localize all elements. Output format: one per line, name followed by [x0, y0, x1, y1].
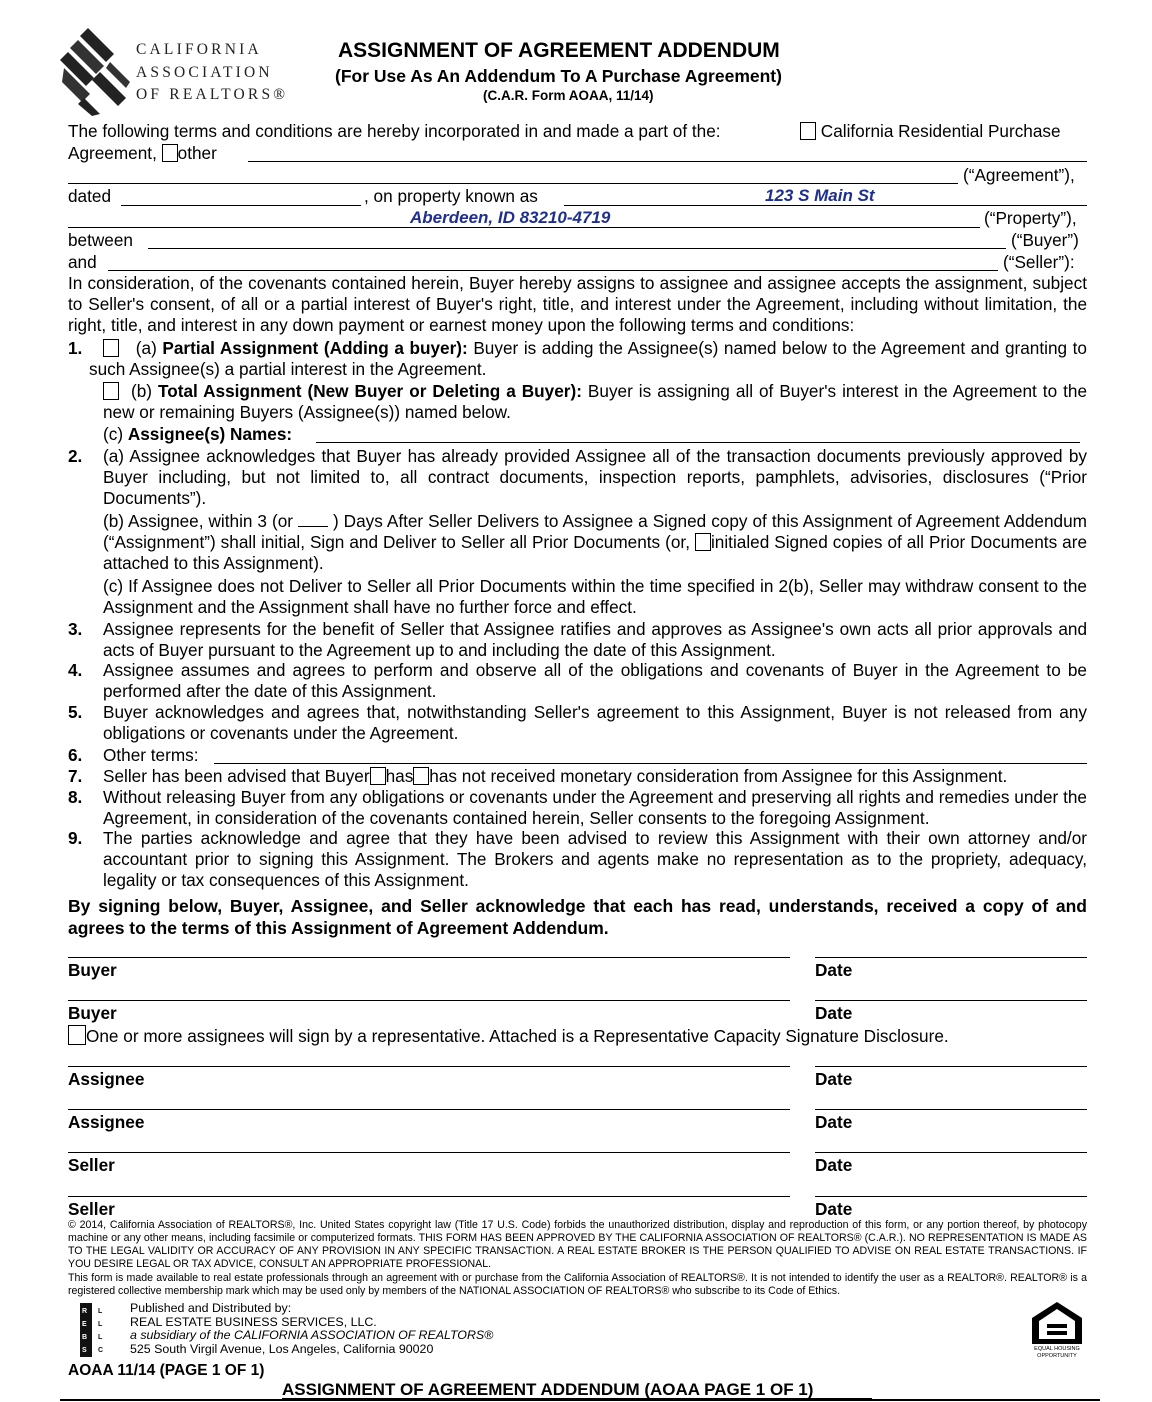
property-street-value: 123 S Main St [765, 186, 875, 205]
representative-row: One or more assignees will sign by a representative. Attached is a Representative Capacity Signature Disclosure. [68, 1025, 949, 1047]
days-field[interactable] [298, 512, 328, 527]
assignee-1-date-label: Date [815, 1069, 853, 1089]
assignee-1-label: Assignee [68, 1069, 145, 1089]
item-7: Seller has been advised that Buyer has has not received monetary consideration from Assignee for this Assignment. [103, 766, 1008, 786]
item-number-1: 1. [68, 338, 83, 358]
buyer-tag: (“Buyer”) [1011, 230, 1079, 250]
item-number-8: 8. [68, 787, 83, 807]
item-1a: (a) Partial Assignment (Adding a buyer): Buyer is adding the Assignee(s) named below to the Agreement and granting to such Assignee(s) a partial interest in the Agreement. [89, 338, 1087, 379]
representative-checkbox[interactable] [68, 1025, 86, 1045]
buyer-has-checkbox[interactable] [370, 767, 386, 785]
assignee-names-field[interactable] [316, 442, 1080, 443]
other-field[interactable] [248, 161, 1087, 162]
buyer-1-date-label: Date [815, 960, 853, 980]
seller-2-signature-line[interactable] [68, 1196, 790, 1197]
car-logo [60, 26, 132, 116]
rebs-logo [80, 1303, 118, 1357]
item-2b: (b) Assignee, within 3 (or ) Days After Seller Delivers to Assignee a Signed copy of this Assignment of Agreement Addendum (“Assignment”) shall initial, Sign and Deliver to Seller all Prior Documents (or, initialed Signed copies of all Prior Documents are attached to this Assignment). [103, 511, 1088, 573]
item-4: Assignee assumes and agrees to perform and observe all of the obligations and covenants of Buyer in the Agreement to be performed after the date of this Assignment. [103, 660, 1087, 701]
logo-line-3: OF REALTORS® [136, 86, 289, 103]
buyer-2-date-label: Date [815, 1003, 853, 1023]
seller-tag: (“Seller”): [1003, 252, 1075, 272]
initialed-copies-checkbox[interactable] [695, 533, 711, 551]
item-9: The parties acknowledge and agree that they have been advised to review this Assignment with their own attorney and/or accountant prior to signing this Assignment. The Brokers and agents make no representation as to the propriety, adequacy, legality or tax consequences of this Assignment. [103, 828, 1087, 890]
agreement-tag: (“Agreement”), [963, 165, 1075, 185]
publisher-company: REAL ESTATE BUSINESS SERVICES, LLC. [130, 1314, 377, 1329]
seller-name-field[interactable] [108, 270, 998, 271]
seller-1-date-label: Date [815, 1155, 853, 1175]
assignee-2-label: Assignee [68, 1112, 145, 1132]
assignee-2-signature-line[interactable] [68, 1109, 790, 1110]
seller-2-date-label: Date [815, 1199, 853, 1219]
item-number-2: 2. [68, 446, 83, 466]
property-label: , on property known as [364, 186, 538, 206]
dated-field[interactable] [121, 205, 361, 206]
availability-text: This form is made available to real estate professionals through an agreement with or purchase from the California Association of REALTORS®. It is not intended to identify the user as a REALTOR®. REALTOR® is a registered collective membership mark which may be used only by members of the NATIONAL ASSOCIATION OF REALTORS® who subscribe to its Code of Ethics. [68, 1272, 1087, 1297]
item-8: Without releasing Buyer from any obligations or covenants under the Agreement and preserving all rights and remedies under the Agreement, in consideration of the covenants contained herein, Seller consents to the foregoing Assignment. [103, 787, 1087, 828]
agreement-other-row: Agreement, other [68, 143, 217, 163]
intro-line: The following terms and conditions are hereby incorporated in and made a part of the: [68, 121, 721, 141]
assignee-1-signature-line[interactable] [68, 1066, 790, 1067]
total-assignment-checkbox[interactable] [103, 382, 119, 400]
other-terms-field[interactable] [214, 763, 1087, 764]
buyer-2-signature-line[interactable] [68, 1000, 790, 1001]
item-number-3: 3. [68, 619, 83, 639]
page-title: ASSIGNMENT OF AGREEMENT ADDENDUM [338, 39, 780, 62]
buyer-has-not-checkbox[interactable] [413, 767, 429, 785]
seller-1-label: Seller [68, 1155, 115, 1175]
page-id: AOAA 11/14 (PAGE 1 OF 1) [68, 1362, 265, 1379]
copyright-text: © 2014, California Association of REALTORS®, Inc. United States copyright law (Title 17 U.S. Code) forbids the unauthorized distribution, display and reproduction of this form, or any portion thereof, by photocopy machine or any other means, including facsimile or computerized formats. THIS FORM HAS BEEN APPROVED BY THE CALIFORNIA ASSOCIATION OF REALTORS® (C.A.R.). NO REPRESENTATION IS MADE AS TO THE LEGAL VALIDITY OR ACCURACY OF ANY PROVISION IN ANY SPECIFIC TRANSACTION. A REAL ESTATE BROKER IS THE PERSON QUALIFIED TO ADVISE ON REAL ESTATE TRANSACTIONS. IF YOU DESIRE LEGAL OR TAX ADVICE, CONSULT AN APPROPRIATE PROFESSIONAL. [68, 1219, 1087, 1270]
item-2c: (c) If Assignee does not Deliver to Seller all Prior Documents within the time specified in 2(b), Seller may withdraw consent to the Assignment and the Assignment shall have no further force and effect. [103, 576, 1087, 617]
buyer-1-label: Buyer [68, 960, 117, 980]
seller-2-label: Seller [68, 1199, 115, 1219]
buyer-2-date-line[interactable] [815, 1000, 1087, 1001]
property-city-value: Aberdeen, ID 83210-4719 [410, 208, 611, 227]
car-logo-icon [60, 26, 132, 116]
publisher-subsidiary: a subsidiary of the CALIFORNIA ASSOCIATION OF REALTORS® [130, 1328, 494, 1342]
logo-line-1: CALIFORNIA [136, 41, 262, 58]
item-6: Other terms: [103, 745, 199, 765]
assignee-1-date-line[interactable] [815, 1066, 1087, 1067]
dated-label: dated [68, 186, 112, 206]
eho-label-2: OPPORTUNITY [1037, 1352, 1077, 1359]
item-number-5: 5. [68, 702, 83, 722]
assignee-2-date-line[interactable] [815, 1109, 1087, 1110]
buyer-1-signature-line[interactable] [68, 957, 790, 958]
item-number-6: 6. [68, 745, 83, 765]
consideration-text: In consideration, of the covenants contained herein, Buyer hereby assigns to assignee and assignee accepts the assignment, subject to Seller's consent, of all or a partial interest of Buyer's right, title, and interest under the Agreement, including without limitation, the right, title, and interest in any down payment or earnest money upon the following terms and conditions: [68, 273, 1087, 335]
form-id: (C.A.R. Form AOAA, 11/14) [483, 88, 654, 103]
item-2a: (a) Assignee acknowledges that Buyer has already provided Assignee all of the transaction documents previously approved by Buyer including, but not limited to, all contract documents, inspection reports, pamphlets, advisories, disclosures (“Prior Documents”). [103, 446, 1087, 508]
agreement-field[interactable] [68, 183, 958, 184]
page-subtitle: (For Use As An Addendum To A Purchase Agreement) [335, 66, 782, 86]
logo-line-2: ASSOCIATION [136, 64, 273, 81]
crpa-option: California Residential Purchase [800, 121, 1061, 142]
property-tag: (“Property”), [984, 208, 1077, 228]
item-number-4: 4. [68, 660, 83, 680]
other-checkbox[interactable] [162, 144, 178, 162]
publisher-address: 525 South Virgil Avenue, Los Angeles, California 90020 [130, 1341, 434, 1356]
eho-label-1: EQUAL HOUSING [1034, 1346, 1080, 1352]
item-3: Assignee represents for the benefit of Seller that Assignee ratifies and approves as Assignee's own acts all prior approvals and acts of Buyer pursuant to the Agreement up to and including the date of this Assignment. [103, 619, 1087, 660]
item-number-7: 7. [68, 766, 83, 786]
published-label: Published and Distributed by: [130, 1301, 292, 1315]
and-label: and [68, 252, 97, 272]
buyer-1-date-line[interactable] [815, 957, 1087, 958]
seller-1-date-line[interactable] [815, 1152, 1087, 1153]
equal-housing-logo [1028, 1300, 1086, 1362]
page-bottom-rule [60, 1399, 1100, 1401]
item-1c: (c) Assignee(s) Names: [103, 424, 293, 444]
buyer-2-label: Buyer [68, 1003, 117, 1023]
bottom-title: ASSIGNMENT OF AGREEMENT ADDENDUM (AOAA PAGE 1 OF 1) [282, 1380, 814, 1399]
assignee-2-date-label: Date [815, 1112, 853, 1132]
rebs-right-letters: L L L C [98, 1308, 104, 1354]
seller-1-signature-line[interactable] [68, 1152, 790, 1153]
partial-assignment-checkbox[interactable] [103, 339, 119, 357]
item-1b: (b) Total Assignment (New Buyer or Deleting a Buyer): Buyer is assigning all of Buyer's interest in the Agreement to the new or remaining Buyers (Assignee(s)) named below. [103, 381, 1088, 422]
item-number-9: 9. [68, 828, 83, 848]
buyer-name-field[interactable] [148, 248, 1006, 249]
seller-2-date-line[interactable] [815, 1196, 1087, 1197]
crpa-checkbox[interactable] [800, 122, 816, 140]
equal-housing-icon [1028, 1300, 1086, 1346]
between-label: between [68, 230, 133, 250]
acknowledge-text: By signing below, Buyer, Assignee, and Seller acknowledge that each has read, understands, received a copy of and agrees to the terms of this Assignment of Agreement Addendum. [68, 896, 1087, 938]
item-5: Buyer acknowledges and agrees that, notwithstanding Seller's agreement to this Assignment, Buyer is not released from any obligations or covenants under the Agreement. [103, 702, 1087, 743]
rebs-left-letters: R E B S [82, 1308, 88, 1354]
publisher-block [130, 1302, 493, 1356]
